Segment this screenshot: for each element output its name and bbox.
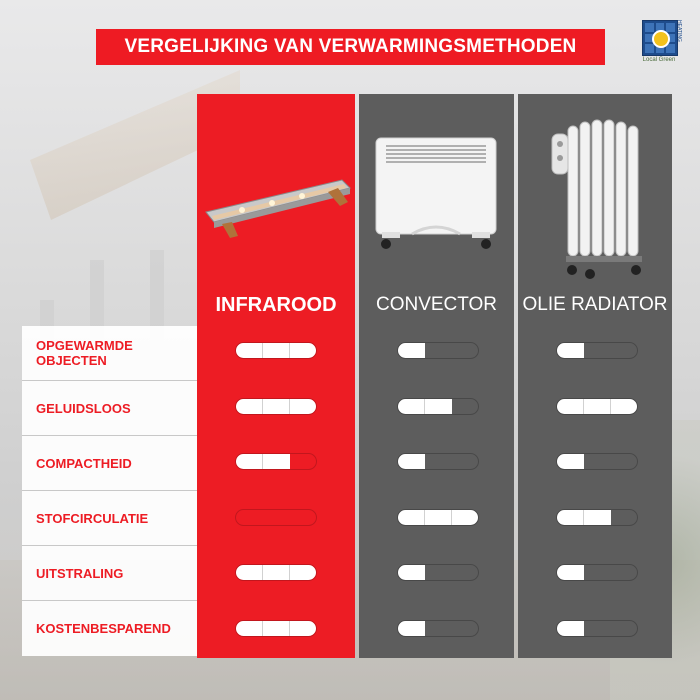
criteria-row: [22, 381, 197, 436]
rating-segment: [583, 510, 610, 525]
logo-mark: [642, 20, 678, 56]
rating-convector: [397, 564, 479, 581]
rating-segment: [262, 399, 289, 414]
rating-segment: [236, 343, 262, 358]
rating-segment: [610, 399, 637, 414]
rating-segment: [557, 565, 584, 580]
criteria-label: STOFCIRCULATIE: [36, 510, 149, 526]
infrared-heater-image: [202, 172, 352, 242]
rating-segment: [262, 343, 289, 358]
rating-segment: [610, 565, 637, 580]
rating-segment: [611, 510, 637, 525]
rating-segment: [584, 454, 611, 469]
column-convector: [359, 94, 514, 658]
criteria-label: COMPACTHEID: [36, 455, 132, 471]
brand-logo: [636, 20, 682, 68]
rating-segment: [584, 621, 611, 636]
rating-segment: [289, 399, 316, 414]
rating-segment: [610, 621, 637, 636]
rating-segment: [263, 510, 290, 525]
rating-infrarood: [235, 509, 317, 526]
column-olie-radiator: [518, 94, 672, 658]
rating-segment: [398, 454, 425, 469]
rating-segment: [290, 454, 316, 469]
rating-segment: [557, 343, 584, 358]
rating-segment: [425, 343, 452, 358]
rating-segment: [584, 565, 611, 580]
rating-convector: [397, 509, 479, 526]
rating-segment: [236, 454, 262, 469]
rating-infrarood: [235, 453, 317, 470]
rating-segment: [289, 343, 316, 358]
criteria-label: OPGEWARMDE OBJECTEN: [36, 338, 133, 368]
rating-olie-radiator: [556, 509, 638, 526]
rating-convector: [397, 398, 479, 415]
logo-name: Local Green: [642, 57, 676, 63]
rating-segment: [262, 565, 289, 580]
rating-segment: [236, 399, 262, 414]
rating-segment: [289, 621, 316, 636]
rating-segment: [451, 343, 478, 358]
rating-segment: [451, 621, 478, 636]
rating-infrarood: [235, 398, 317, 415]
rating-segment: [425, 565, 452, 580]
rating-segment: [398, 565, 425, 580]
rating-segment: [236, 565, 262, 580]
rating-olie-radiator: [556, 564, 638, 581]
rating-segment: [289, 565, 316, 580]
criteria-label: KOSTENBESPAREND: [36, 621, 171, 636]
rating-convector: [397, 342, 479, 359]
rating-segment: [610, 343, 637, 358]
oil-radiator-image: [550, 114, 650, 282]
rating-segment: [398, 399, 424, 414]
rating-segment: [425, 454, 452, 469]
logo-side-text: HEATING: [676, 20, 682, 42]
rating-segment: [425, 621, 452, 636]
criteria-label: UITSTRALING: [36, 565, 124, 581]
criteria-row: [22, 491, 197, 546]
rating-convector: [397, 620, 479, 637]
criteria-label: GELUIDSLOOS: [36, 400, 131, 416]
rating-infrarood: [235, 564, 317, 581]
column-infrarood: [197, 94, 355, 658]
criteria-row: [22, 326, 197, 381]
convector-heater-image: [372, 136, 500, 252]
rating-segment: [451, 454, 478, 469]
rating-convector: [397, 453, 479, 470]
rating-segment: [424, 399, 451, 414]
rating-segment: [451, 565, 478, 580]
criteria-row: [22, 546, 197, 601]
rating-olie-radiator: [556, 342, 638, 359]
rating-segment: [398, 510, 424, 525]
rating-segment: [557, 454, 584, 469]
rating-infrarood: [235, 620, 317, 637]
column-label-olie-radiator: OLIE RADIATOR: [522, 294, 668, 315]
column-label-convector: CONVECTOR: [375, 294, 498, 315]
rating-segment: [424, 510, 451, 525]
rating-olie-radiator: [556, 398, 638, 415]
rating-segment: [236, 510, 263, 525]
rating-segment: [584, 343, 611, 358]
rating-segment: [557, 621, 584, 636]
rating-olie-radiator: [556, 620, 638, 637]
rating-segment: [557, 399, 583, 414]
rating-segment: [557, 510, 583, 525]
rating-olie-radiator: [556, 453, 638, 470]
rating-segment: [583, 399, 610, 414]
rating-segment: [610, 454, 637, 469]
criteria-list: [22, 326, 197, 656]
rating-segment: [452, 399, 478, 414]
column-label-infrarood: INFRAROOD: [215, 294, 337, 316]
page-title: VERGELIJKING VAN VERWARMINGSMETHODEN: [96, 29, 605, 65]
rating-segment: [398, 621, 425, 636]
rating-segment: [236, 621, 262, 636]
rating-segment: [289, 510, 316, 525]
rating-segment: [262, 621, 289, 636]
sun-icon: [652, 30, 670, 48]
criteria-row: [22, 436, 197, 491]
rating-segment: [398, 343, 425, 358]
rating-segment: [262, 454, 289, 469]
rating-segment: [451, 510, 478, 525]
rating-infrarood: [235, 342, 317, 359]
criteria-row: [22, 601, 197, 656]
